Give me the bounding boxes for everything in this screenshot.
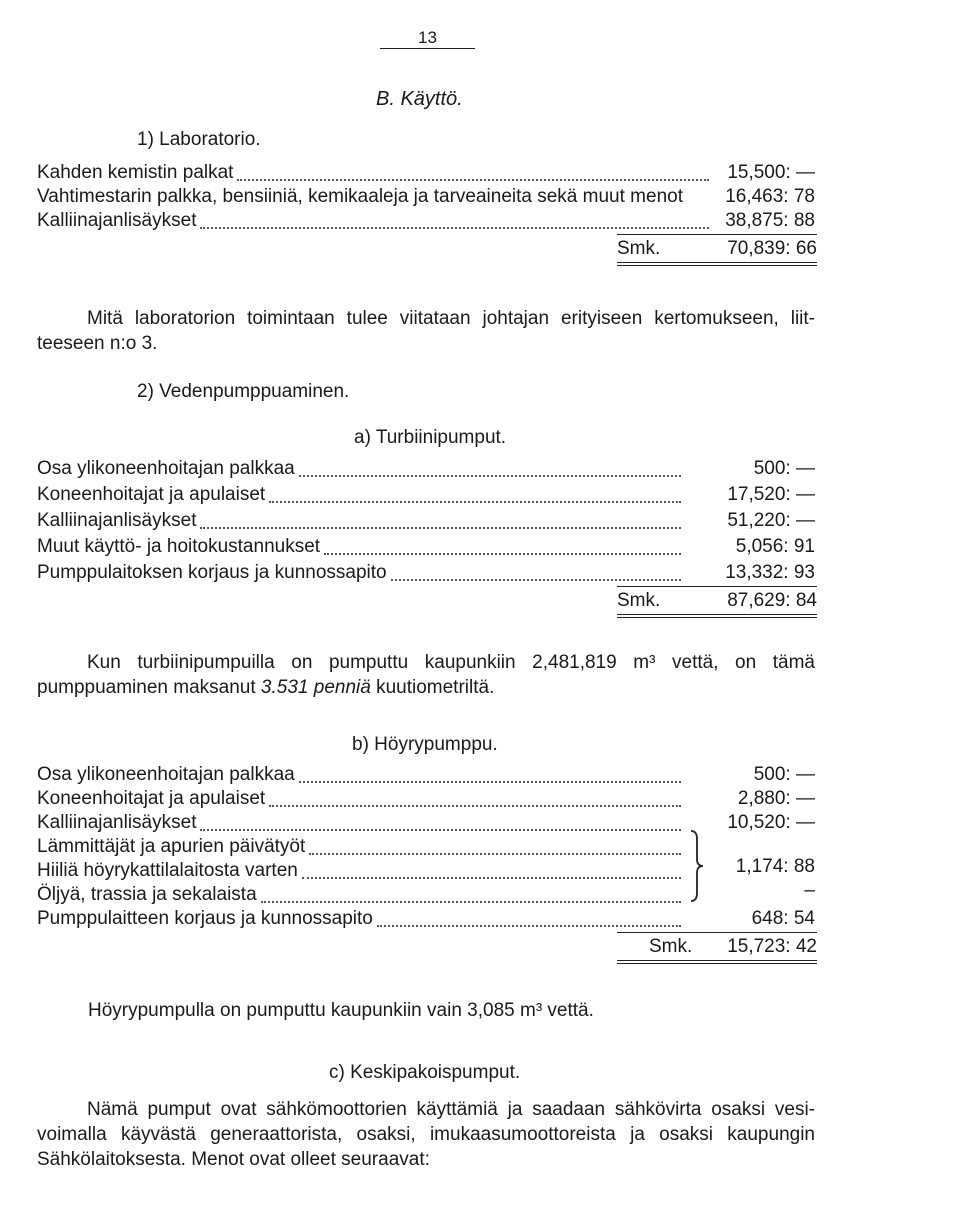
leader-dots bbox=[261, 901, 681, 903]
turbine-heading: a) Turbiinipumput. bbox=[354, 427, 507, 448]
total-amount: 70,839: 66 bbox=[727, 238, 817, 259]
bracket-amount: 1,174: 88 bbox=[735, 856, 815, 877]
row-label: Pumppulaitteen korjaus ja kunnossapito bbox=[37, 908, 373, 929]
turbine-row bbox=[37, 458, 815, 482]
row-amount: 500: — bbox=[753, 764, 815, 785]
row-amount: 13,332: 93 bbox=[725, 562, 815, 583]
leader-dots bbox=[200, 829, 681, 831]
total-amount: 87,629: 84 bbox=[727, 590, 817, 611]
para-line: Sähkölaitoksesta. Menot ovat olleet seuraavat: bbox=[37, 1149, 430, 1170]
leader-dots bbox=[299, 475, 681, 477]
note-price: 3.531 penniä bbox=[260, 677, 371, 698]
leader-dots bbox=[324, 553, 681, 555]
note-text: pumppuaminen maksanut bbox=[37, 677, 261, 698]
curly-brace-icon bbox=[689, 829, 705, 903]
leader-dots bbox=[377, 925, 681, 927]
centrifugal-heading: c) Keskipakoispumput. bbox=[329, 1062, 521, 1083]
lab-row bbox=[37, 186, 815, 210]
leader-dots bbox=[269, 805, 681, 807]
steam-bracket-row bbox=[37, 836, 687, 860]
para-line: voimalla käyvästä generaattorista, osaksi, imukaasumoottoreista ja osaksi kaupungin bbox=[37, 1124, 815, 1145]
turbine-row bbox=[37, 562, 815, 586]
laboratory-note bbox=[37, 306, 815, 356]
total-rule bbox=[617, 262, 817, 263]
note-line: Kun turbiinipumpuilla on pumputtu kaupunkiin 2,481,819 m³ vettä, on tämä bbox=[87, 652, 815, 673]
row-amount: 5,056: 91 bbox=[735, 536, 815, 557]
page-number-rule bbox=[380, 48, 475, 49]
row-label: Lämmittäjät ja apurien päivätyöt bbox=[37, 836, 306, 857]
row-label: Kalliinajanlisäykset bbox=[37, 812, 197, 833]
total-rule-double bbox=[617, 617, 817, 618]
steam-heading: b) Höyrypumppu. bbox=[352, 734, 498, 755]
row-amount: 648: 54 bbox=[751, 908, 815, 929]
turbine-total bbox=[617, 590, 817, 614]
leader-dots bbox=[237, 179, 709, 181]
turbine-row bbox=[37, 510, 815, 534]
row-label: Osa ylikoneenhoitajan palkkaa bbox=[37, 764, 295, 785]
lab-row bbox=[37, 210, 815, 234]
total-rule bbox=[617, 960, 817, 961]
row-amount: 38,875: 88 bbox=[725, 210, 815, 231]
row-amount: 10,520: — bbox=[727, 812, 815, 833]
row-label: Muut käyttö- ja hoitokustannukset bbox=[37, 536, 321, 557]
leader-dots bbox=[309, 853, 681, 855]
total-rule-double bbox=[617, 963, 817, 964]
total-rule-double bbox=[617, 265, 817, 266]
steam-note: Höyrypumpulla on pumputtu kaupunkiin vain 3,085 m³ vettä. bbox=[88, 1000, 594, 1021]
row-amount: 17,520: — bbox=[727, 484, 815, 505]
steam-bracket-row bbox=[37, 884, 687, 908]
leader-dots bbox=[200, 227, 709, 229]
subtotal-rule bbox=[617, 932, 817, 933]
note-text: kuutiometriltä. bbox=[370, 677, 495, 698]
row-amount: 16,463: 78 bbox=[725, 186, 815, 207]
turbine-row bbox=[37, 484, 815, 508]
row-label: Vahtimestarin palkka, bensiiniä, kemikaaleja ja tarveaineita sekä muut menot bbox=[37, 186, 683, 207]
row-amount: 15,500: — bbox=[727, 162, 815, 183]
steam-bracket-row bbox=[37, 860, 687, 884]
section-title: B. Käyttö. bbox=[376, 88, 463, 110]
row-label: Osa ylikoneenhoitajan palkkaa bbox=[37, 458, 295, 479]
centrifugal-text bbox=[37, 1097, 815, 1172]
note-line bbox=[37, 675, 815, 700]
leader-dots bbox=[200, 527, 681, 529]
total-amount: 15,723: 42 bbox=[727, 936, 817, 957]
steam-row bbox=[37, 908, 815, 932]
subtotal-rule bbox=[617, 586, 817, 587]
note-line: Mitä laboratorion toimintaan tulee viitataan johtajan erityiseen kertomukseen, liit- bbox=[87, 308, 815, 329]
row-label: Kalliinajanlisäykset bbox=[37, 210, 197, 231]
row-label: Pumppulaitoksen korjaus ja kunnossapito bbox=[37, 562, 387, 583]
steam-row bbox=[37, 788, 815, 812]
row-label: Koneenhoitajat ja apulaiset bbox=[37, 788, 266, 809]
leader-dots bbox=[302, 877, 681, 879]
turbine-row bbox=[37, 536, 815, 560]
steam-row bbox=[37, 764, 815, 788]
subtotal-rule bbox=[617, 234, 817, 235]
row-amount: 51,220: — bbox=[727, 510, 815, 531]
lab-row bbox=[37, 162, 815, 186]
row-label: Kalliinajanlisäykset bbox=[37, 510, 197, 531]
page-number: 13 bbox=[418, 28, 437, 47]
total-label: Smk. bbox=[617, 238, 661, 259]
total-rule bbox=[617, 614, 817, 615]
lab-total bbox=[617, 238, 817, 262]
turbine-note bbox=[37, 650, 815, 700]
leader-dots bbox=[391, 579, 681, 581]
total-label: Smk. bbox=[649, 936, 693, 957]
row-label: Koneenhoitajat ja apulaiset bbox=[37, 484, 266, 505]
leader-dots bbox=[299, 781, 681, 783]
steam-total bbox=[617, 936, 817, 960]
para-line: Nämä pumput ovat sähkömoottorien käyttämiä ja saadaan sähkövirta osaksi vesi- bbox=[87, 1099, 815, 1120]
laboratory-heading: 1) Laboratorio. bbox=[137, 129, 261, 150]
leader-dots bbox=[269, 501, 681, 503]
row-label: Öljyä, trassia ja sekalaista bbox=[37, 884, 257, 905]
note-line: teeseen n:o 3. bbox=[37, 333, 158, 354]
row-amount: 2,880: — bbox=[737, 788, 815, 809]
row-label: Hiiliä höyrykattilalaitosta varten bbox=[37, 860, 298, 881]
pumping-heading: 2) Vedenpumppuaminen. bbox=[137, 381, 350, 402]
bracket-dash: – bbox=[804, 880, 815, 901]
total-label: Smk. bbox=[617, 590, 661, 611]
row-amount: 500: — bbox=[753, 458, 815, 479]
row-label: Kahden kemistin palkat bbox=[37, 162, 234, 183]
